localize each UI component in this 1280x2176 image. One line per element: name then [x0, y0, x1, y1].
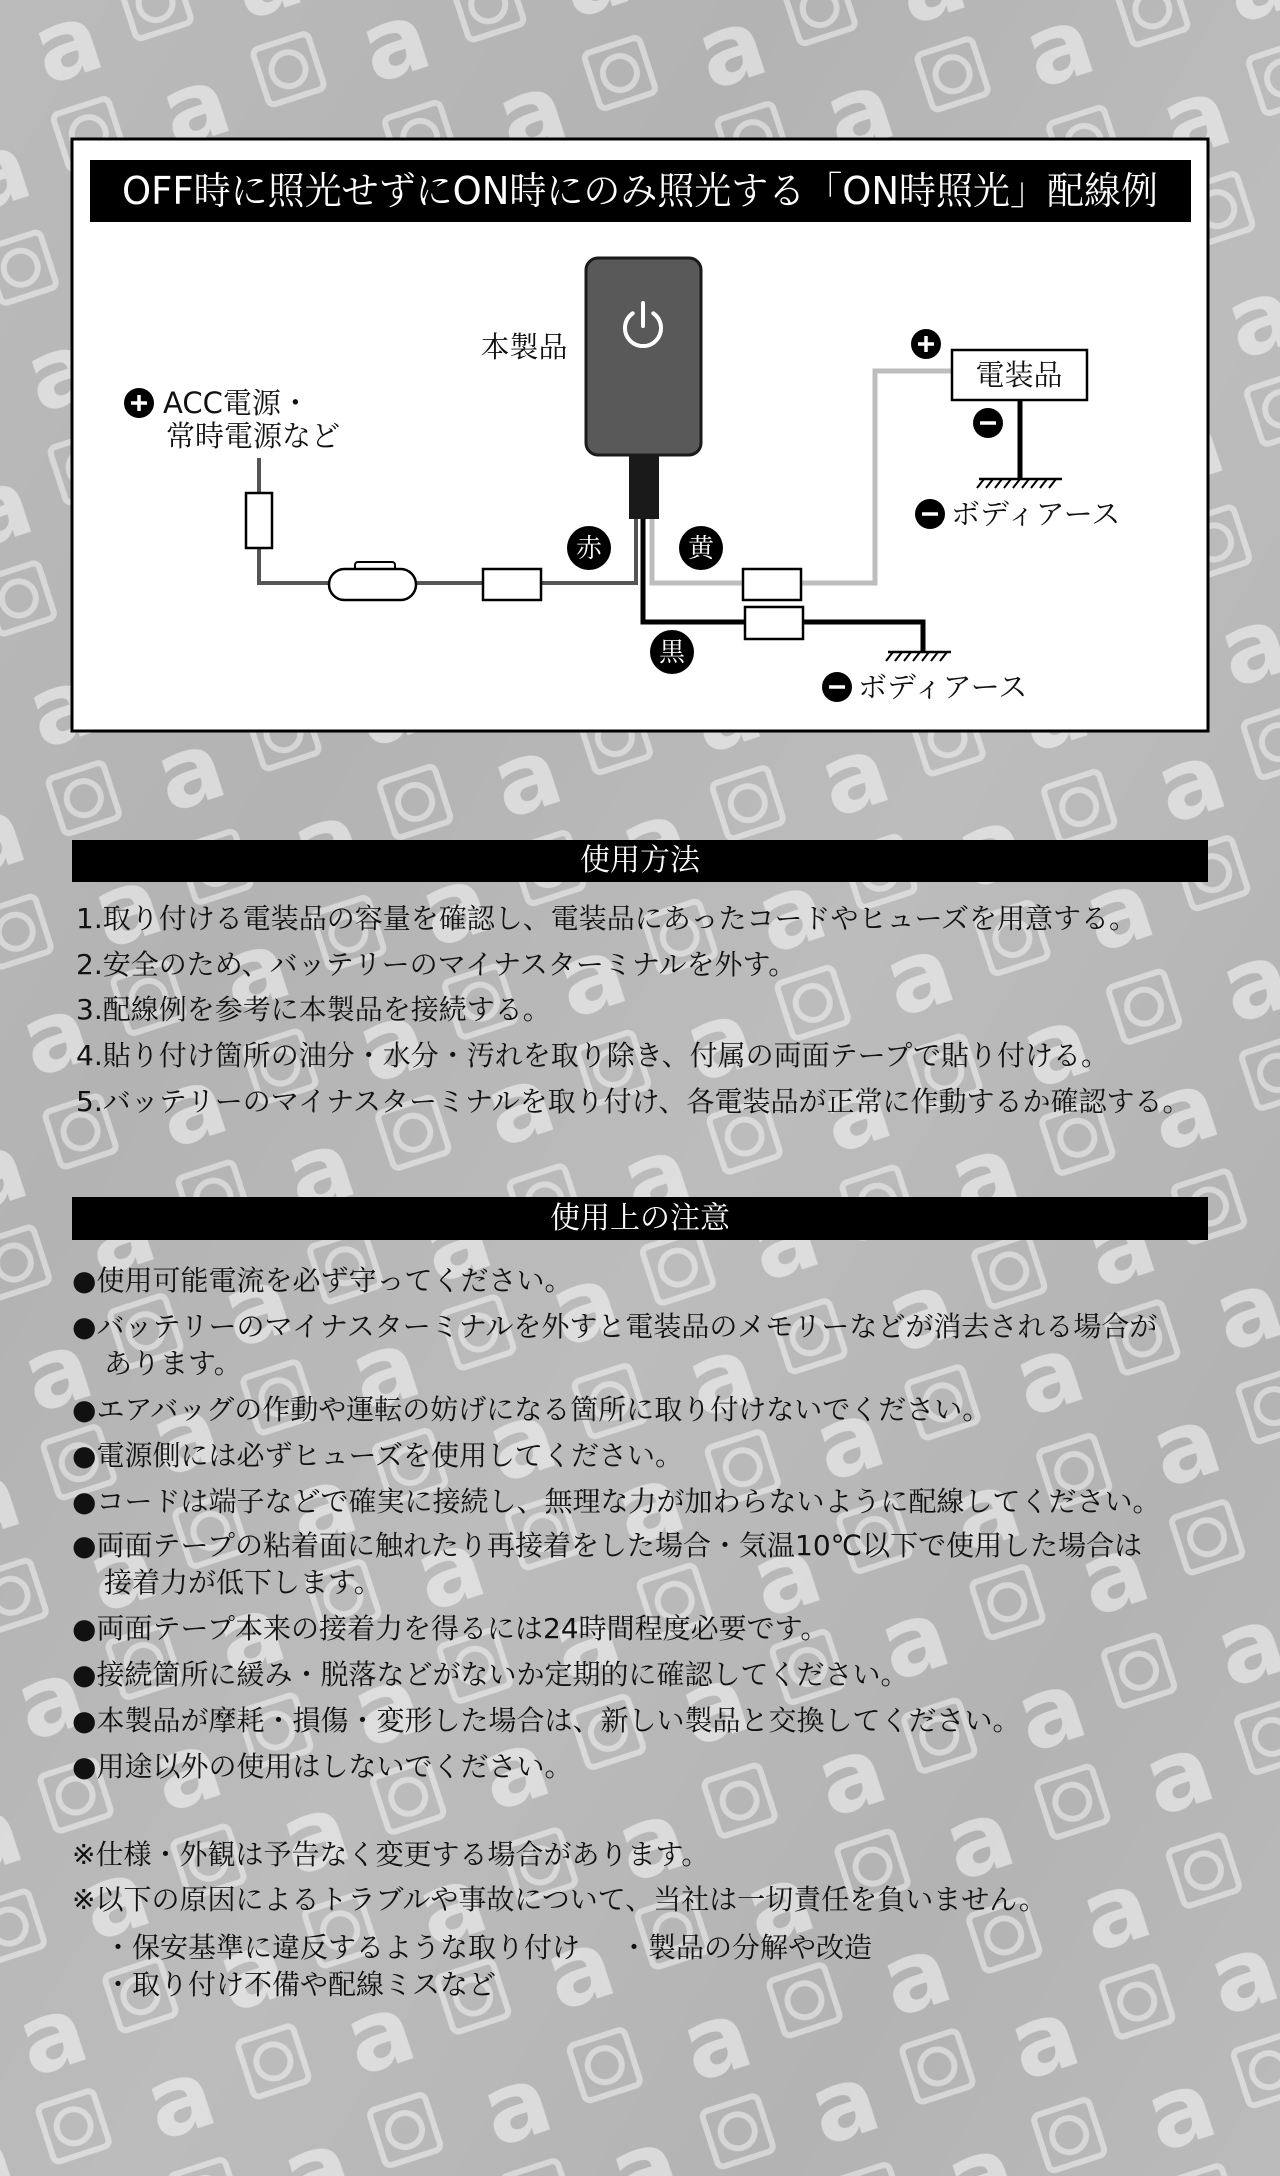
diagram-title: OFF時に照光せずにON時にのみ照光する「ON時照光」配線例 [122, 169, 1158, 213]
usage-title: 使用方法 [580, 843, 700, 878]
black-body-earth-label: ボディアース [858, 670, 1028, 704]
note-line: ※以下の原因によるトラブルや事故について、当社は一切責任を負いません。 [72, 1883, 1047, 1916]
step-text: バッテリーのマイナスターミナルを取り付け、各電装品が正常に作動するか確認する。 [102, 1085, 1191, 1118]
caution-text: 本製品が摩耗・損傷・変形した場合は、新しい製品と交換してください。 [96, 1704, 1021, 1737]
bullet: ● [72, 1658, 97, 1691]
minus-circle-icon [973, 408, 1003, 438]
caution-item [72, 1262, 572, 1299]
yellow-wire-label: 黄 [687, 534, 715, 564]
step-number: 1. [76, 902, 103, 935]
usage-header-bar [72, 840, 1208, 882]
yellow-wire-badge [679, 526, 723, 570]
bullet: ● [72, 1485, 97, 1518]
usage-step [76, 1084, 1191, 1120]
black-wire-label: 黒 [658, 638, 686, 668]
power-source-label-line1: ACC電源・ [163, 386, 310, 420]
caution-item [72, 1437, 683, 1474]
fuse [329, 569, 416, 600]
caution-text: 両面テープ本来の接着力を得るには24時間程度必要です。 [96, 1612, 829, 1645]
red-wire-badge [567, 526, 611, 570]
step-number: 5. [76, 1085, 103, 1118]
bullet: ● [72, 1439, 97, 1472]
note-cause: ・製品の分解や改造 [620, 1931, 873, 1964]
caution-item [72, 1527, 1142, 1601]
caution-text: コードは端子などで確実に接続し、無理な力が加わらないように配線してください。 [96, 1485, 1161, 1518]
step-number: 3. [76, 993, 103, 1026]
product-label: 本製品 [480, 330, 568, 364]
bullet: ● [72, 1750, 97, 1783]
product-body [586, 258, 701, 455]
bullet: ● [72, 1264, 97, 1297]
caution-text: 接続箇所に緩み・脱落などがないか定期的に確認してください。 [96, 1658, 909, 1691]
usage-step [76, 1038, 1109, 1074]
caution-item [72, 1702, 1020, 1739]
usage-step [76, 901, 1137, 937]
caution-text: 使用可能電流を必ず守ってください。 [96, 1264, 573, 1297]
caution-item [72, 1656, 908, 1693]
step-text: 安全のため、バッテリーのマイナスターミナルを外す。 [102, 948, 797, 981]
step-text: 貼り付け箇所の油分・水分・汚れを取り除き、付属の両面テープで貼り付ける。 [102, 1039, 1110, 1072]
yellow-wire-connector [743, 569, 801, 600]
fuse-holder [246, 493, 272, 548]
bullet: ● [72, 1612, 97, 1645]
red-wire-label: 赤 [575, 534, 603, 564]
product-cable-stub [629, 452, 659, 519]
power-source-label-line2: 常時電源など [166, 419, 341, 453]
cautions-title: 使用上の注意 [550, 1201, 730, 1236]
device-label: 電装品 [975, 358, 1063, 392]
caution-text-continued: あります。 [104, 1347, 242, 1380]
black-wire-connector [745, 607, 803, 639]
device-body-earth-label: ボディアース [951, 497, 1121, 531]
cautions-header-bar [72, 1197, 1208, 1240]
caution-text: 電源側には必ずヒューズを使用してください。 [96, 1439, 684, 1472]
caution-item [72, 1483, 1160, 1520]
caution-text: 両面テープの粘着面に触れたり再接着をした場合・気温10℃以下で使用した場合は [96, 1529, 1143, 1562]
bullet: ● [72, 1310, 97, 1343]
minus-circle-icon [915, 499, 945, 529]
caution-text: バッテリーのマイナスターミナルを外すと電装品のメモリーなどが消去される場合が [96, 1310, 1158, 1343]
step-text: 取り付ける電装品の容量を確認し、電装品にあったコードやヒューズを用意する。 [102, 902, 1138, 935]
caution-item [72, 1748, 572, 1785]
red-wire-connector [483, 569, 541, 600]
wiring-diagram [0, 0, 1280, 760]
bullet: ● [72, 1393, 97, 1426]
plus-circle-icon [124, 388, 154, 418]
usage-step [76, 992, 551, 1028]
black-wire-badge [650, 630, 694, 674]
caution-item [72, 1610, 828, 1647]
step-number: 4. [76, 1039, 103, 1072]
bullet: ● [72, 1529, 97, 1562]
caution-item [72, 1391, 990, 1428]
usage-step [76, 947, 796, 983]
note-cause: ・取り付け不備や配線ミスなど [104, 1968, 497, 2001]
minus-circle-icon [822, 672, 852, 702]
step-text: 配線例を参考に本製品を接続する。 [102, 993, 551, 1026]
caution-text-continued: 接着力が低下します。 [104, 1566, 382, 1599]
note-line: ※仕様・外観は予告なく変更する場合があります。 [72, 1838, 710, 1871]
bullet: ● [72, 1704, 97, 1737]
note-cause: ・保安基準に違反するような取り付け [104, 1931, 581, 1964]
plus-circle-icon [911, 329, 941, 359]
caution-item [72, 1308, 1157, 1382]
step-number: 2. [76, 948, 103, 981]
caution-text: エアバッグの作動や運転の妨げになる箇所に取り付けないでください。 [96, 1393, 991, 1426]
caution-text: 用途以外の使用はしないでください。 [96, 1750, 573, 1783]
